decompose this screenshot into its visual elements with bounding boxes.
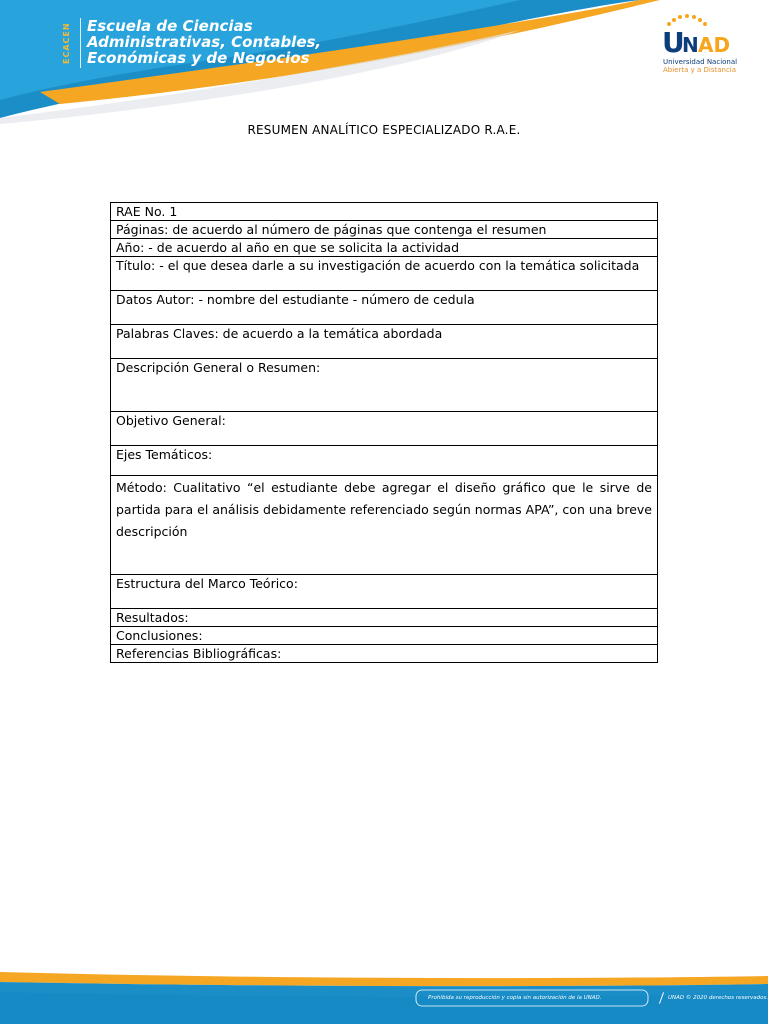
header-banner (0, 0, 768, 130)
table-row (111, 575, 658, 609)
svg-text:N: N (682, 33, 699, 57)
year-cell: Año: - de acuerdo al año en que se solicita la actividad (111, 239, 658, 257)
table-row (111, 359, 658, 412)
author-data-cell: Datos Autor: - nombre del estudiante - número de cedula (111, 291, 658, 325)
school-line-2: Administrativas, Contables, (87, 33, 322, 51)
header-divider (80, 18, 81, 68)
general-objective-cell: Objetivo General: (111, 412, 658, 446)
unad-subtitle-line-2: Abierta y a Distancia (663, 66, 737, 74)
title-cell: Título: - el que desea darle a su investigación de acuerdo con la temática solicitada (111, 257, 658, 291)
table-row (111, 239, 658, 257)
svg-text:AD: AD (698, 33, 731, 57)
table-row (111, 291, 658, 325)
unad-subtitle-line-1: Universidad Nacional (663, 58, 738, 66)
rae-table (110, 202, 658, 663)
school-line-3: Económicas y de Negocios (87, 49, 310, 67)
table-row (111, 645, 658, 663)
footer-banner (0, 968, 768, 1024)
table-row (111, 476, 658, 575)
table-row (111, 446, 658, 476)
table-row (111, 221, 658, 239)
conclusions-cell: Conclusiones: (111, 627, 658, 645)
results-cell: Resultados: (111, 609, 658, 627)
document-title: RESUMEN ANALÍTICO ESPECIALIZADO R.A.E. (247, 123, 521, 137)
unad-logo (660, 14, 750, 80)
method-cell: Método: Cualitativo “el estudiante debe agregar el diseño gráfico que le sirve de partida para el análisis debidamente referenciado según normas APA”, con una breve descripción (111, 476, 658, 575)
footer-notice: Prohibida su reproducción y copia sin autorización de la UNAD. (428, 995, 602, 1001)
school-line-1: Escuela de Ciencias (87, 17, 253, 35)
rae-number-cell: RAE No. 1 (111, 203, 658, 221)
school-name (87, 18, 321, 66)
thematic-axes-cell: Ejes Temáticos: (111, 446, 658, 476)
table-row (111, 257, 658, 291)
footer-graphic (0, 968, 768, 1024)
ecacen-tag: ECACEN (62, 22, 71, 64)
keywords-cell: Palabras Claves: de acuerdo a la temática abordada (111, 325, 658, 359)
table-row (111, 627, 658, 645)
footer-copyright: UNAD © 2020 derechos reservados. (668, 995, 768, 1001)
table-row (111, 325, 658, 359)
references-cell: Referencias Bibliográficas: (111, 645, 658, 663)
general-description-cell: Descripción General o Resumen: (111, 359, 658, 412)
theoretical-framework-cell: Estructura del Marco Teórico: (111, 575, 658, 609)
svg-text:U: U (662, 26, 685, 58)
table-row (111, 609, 658, 627)
unad-logo-mark (660, 14, 750, 58)
unad-logo-subtitle (663, 58, 737, 74)
table-row (111, 412, 658, 446)
table-row (111, 203, 658, 221)
pages-cell: Páginas: de acuerdo al número de páginas que contenga el resumen (111, 221, 658, 239)
